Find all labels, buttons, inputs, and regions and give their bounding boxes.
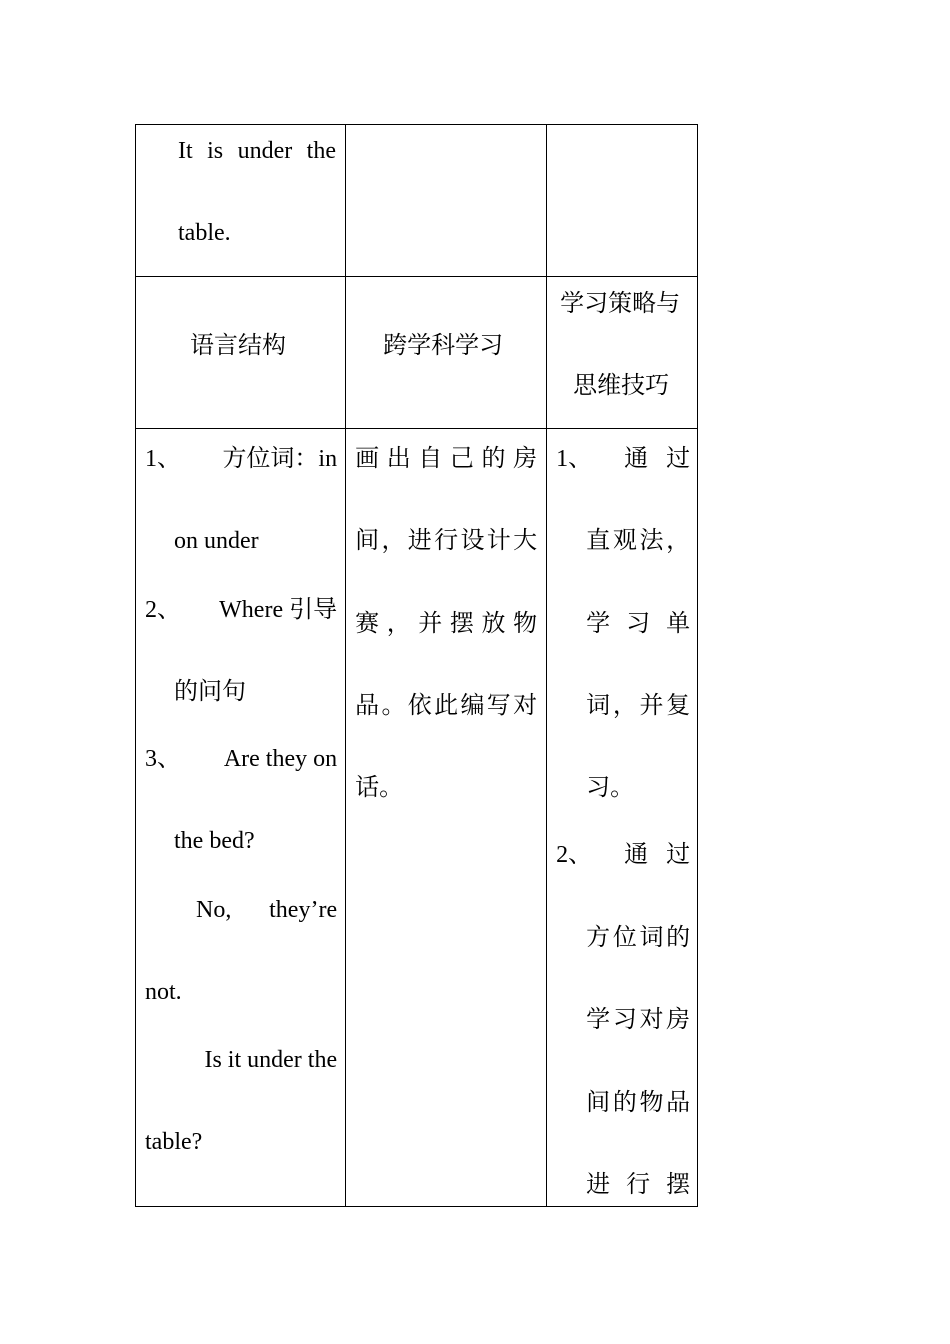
list-item-text: not. [145, 979, 182, 1005]
table-row [136, 429, 698, 1207]
list-item-text: 通过 [624, 446, 691, 472]
paragraph-line: 赛，并摆放物 [355, 611, 538, 637]
list-item-text: 的问句 [174, 679, 246, 705]
paragraph-line: 画出自己的房 [355, 446, 538, 472]
table-row [136, 125, 698, 277]
list-item-text: the bed? [174, 828, 255, 854]
header-cross-discipline: 跨学科学习 [383, 333, 504, 359]
list-item-text: 间的物品 [586, 1090, 691, 1116]
list-number: 2、 [556, 842, 593, 868]
paragraph-line: 品。依此编写对 [355, 693, 538, 719]
table-cell [136, 429, 346, 1207]
list-number: 2、 [145, 597, 181, 623]
header-cell [547, 277, 698, 429]
list-item-text: 通过 [624, 842, 691, 868]
header-language-structure: 语言结构 [190, 333, 286, 359]
list-item-text: 习。 [586, 775, 635, 801]
table-header-row [136, 277, 698, 429]
header-strategy: 思维技巧 [573, 373, 670, 399]
lesson-plan-table [135, 124, 698, 1207]
table-cell [346, 125, 547, 277]
list-item-text: 学习单 [586, 611, 691, 637]
header-strategy: 学习策略与 [560, 291, 681, 317]
table-cell [136, 125, 346, 277]
list-number: 3、 [145, 746, 181, 772]
list-item-text: Is it under the [204, 1047, 338, 1073]
list-item-text: 直观法， [586, 528, 691, 554]
list-item-text: Where 引导 [219, 597, 338, 623]
header-cell [346, 277, 547, 429]
header-cell [136, 277, 346, 429]
list-item-text: table? [145, 1129, 203, 1155]
paragraph-line: 话。 [355, 775, 404, 801]
list-item-text: Are they on [223, 746, 338, 772]
list-item-text: 方位词的 [586, 925, 691, 951]
table-cell [547, 429, 698, 1207]
cell-text: It is under the [178, 138, 336, 164]
list-item-text: 词，并复 [586, 693, 691, 719]
list-item-text: 学习对房 [586, 1007, 691, 1033]
list-number: 1、 [145, 446, 181, 472]
cell-text: table. [178, 220, 231, 246]
table-cell [346, 429, 547, 1207]
list-item-text: on under [174, 528, 259, 554]
list-number: 1、 [556, 446, 593, 472]
list-item-text: they’re [269, 897, 338, 923]
list-item-text: No, [196, 897, 232, 923]
table-cell [547, 125, 698, 277]
list-item-text: 进行摆 [586, 1172, 691, 1198]
list-item-text: 方位词：in [222, 446, 338, 472]
paragraph-line: 间，进行设计大 [355, 528, 538, 554]
